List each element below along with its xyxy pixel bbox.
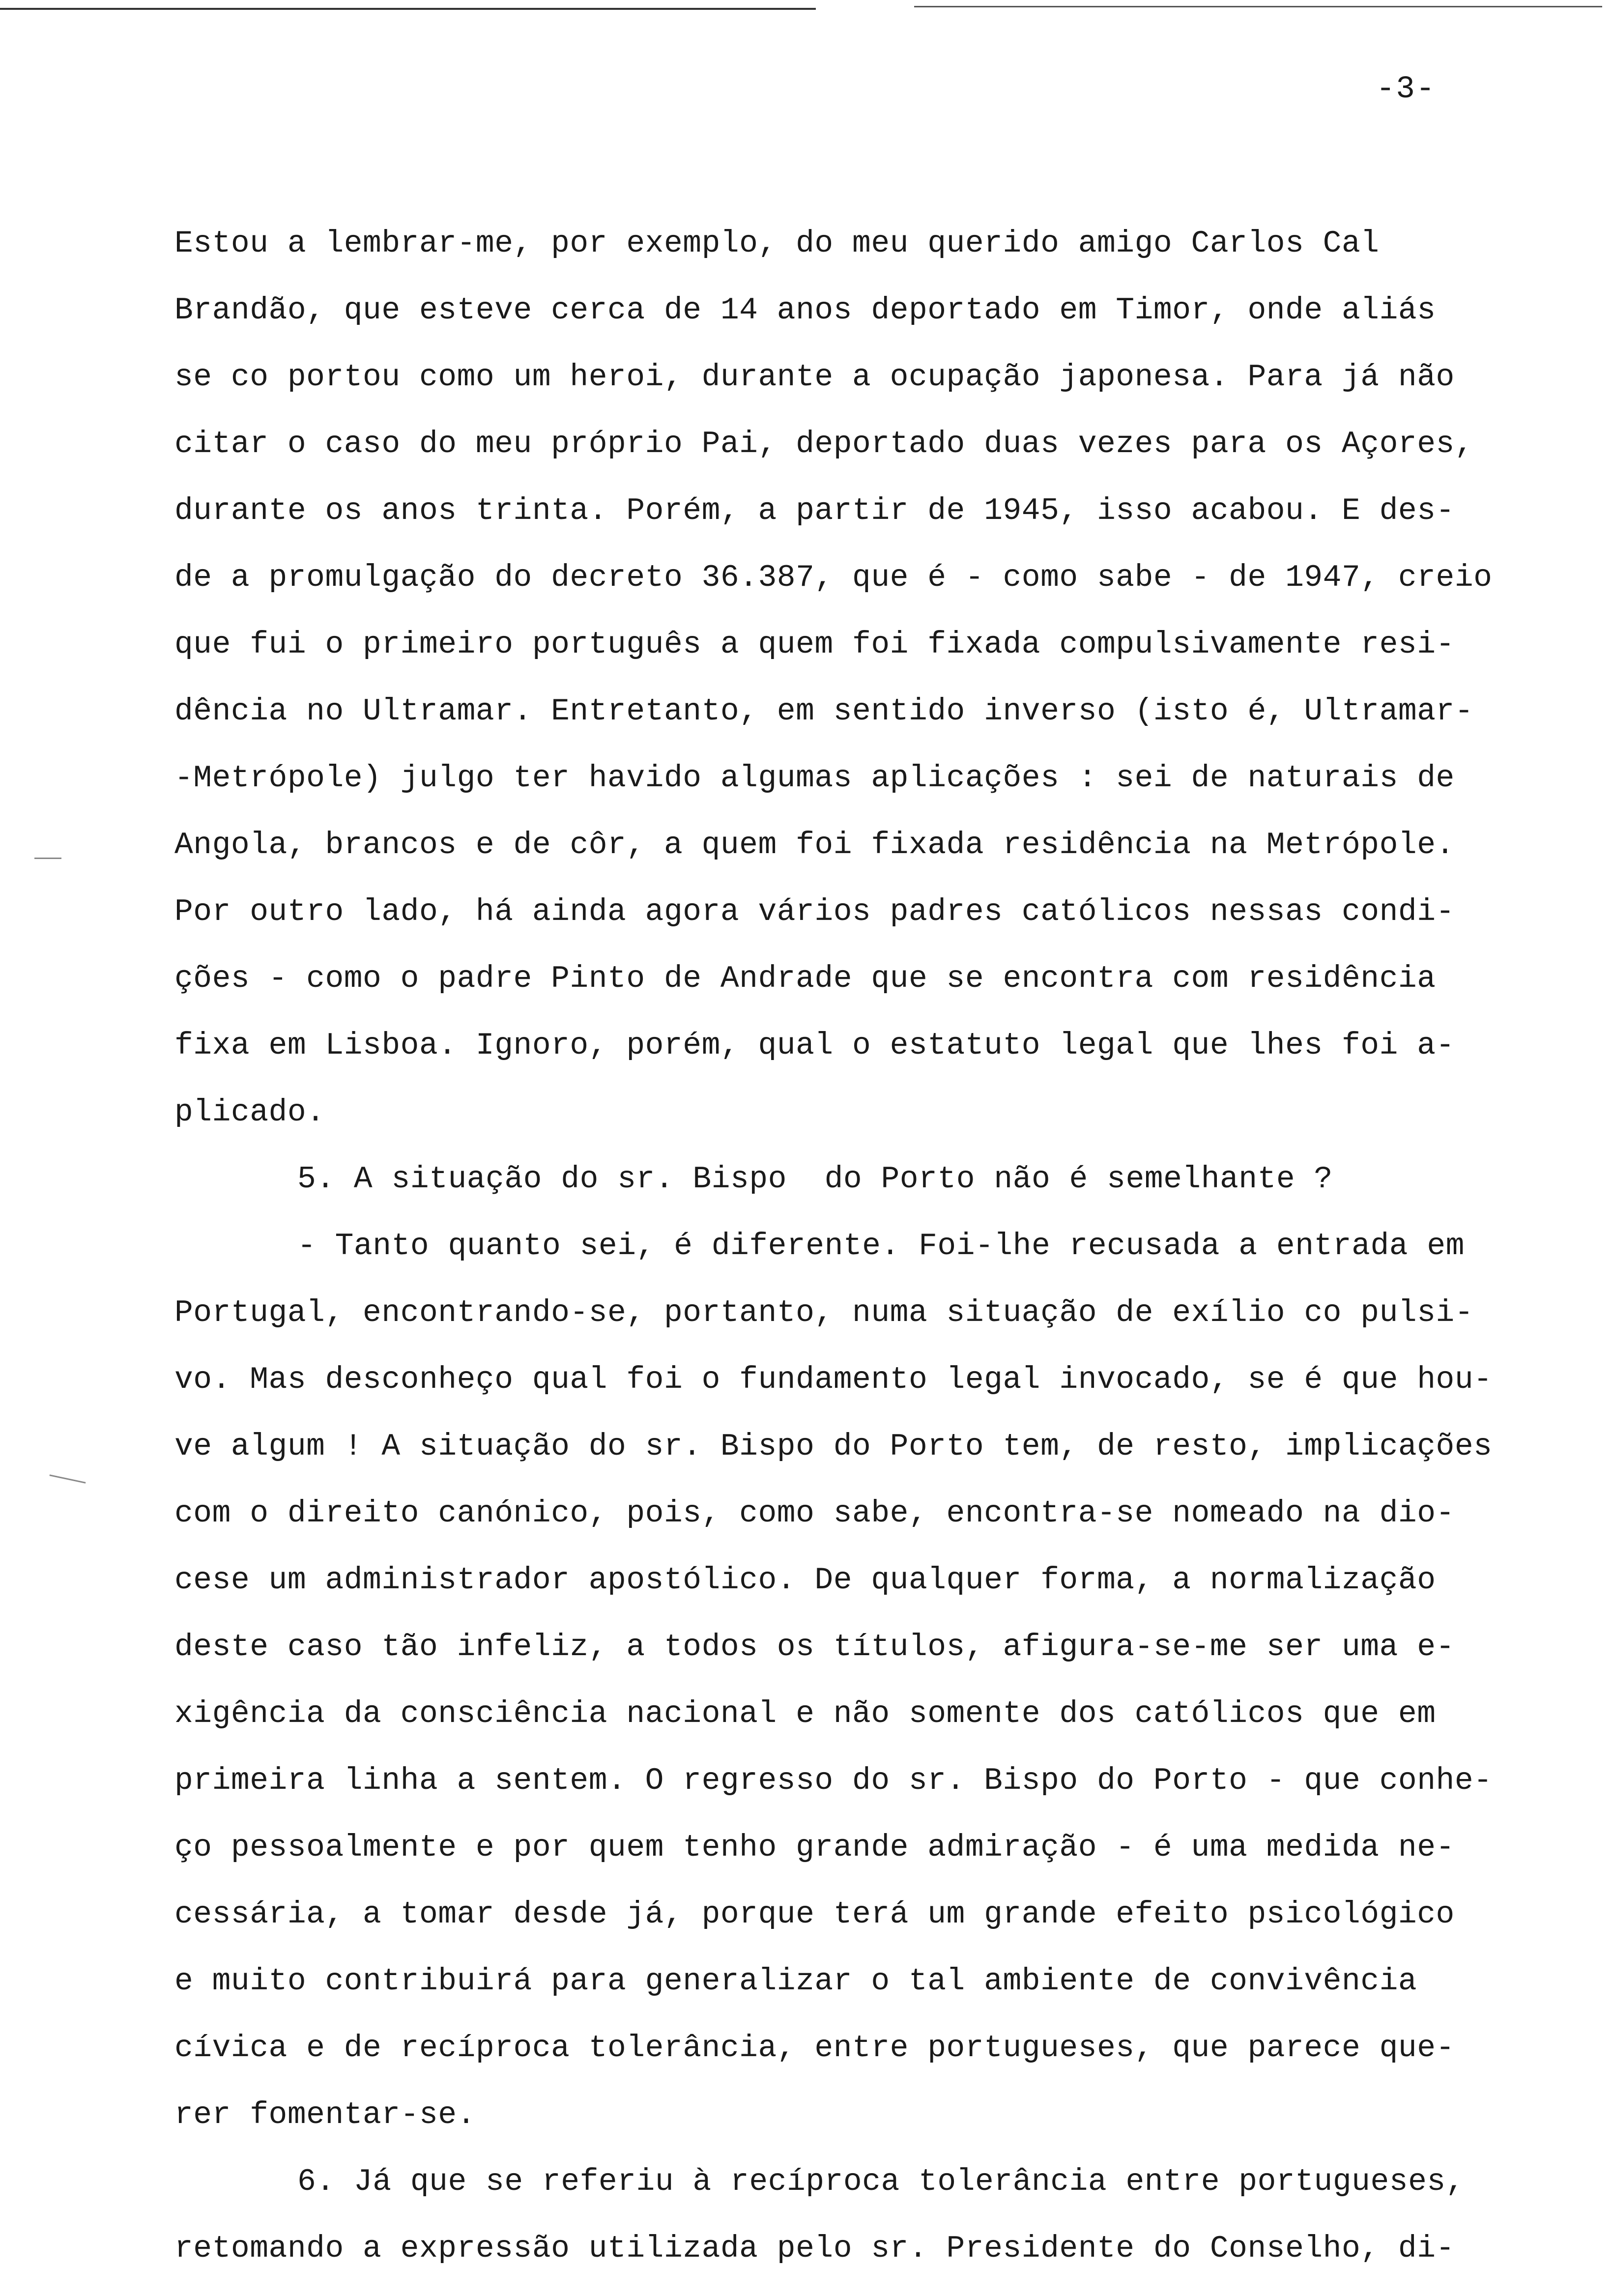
text-line: que fui o primeiro português a quem foi fixada compulsivamente resi- <box>174 627 1455 662</box>
margin-mark <box>34 858 61 859</box>
text-line: primeira linha a sentem. O regresso do sr. Bispo do Porto - que conhe- <box>174 1763 1493 1798</box>
margin-mark <box>50 1474 86 1484</box>
text-line: Brandão, que esteve cerca de 14 anos deportado em Timor, onde aliás <box>174 293 1436 328</box>
text-line: Portugal, encontrando-se, portanto, numa situação de exílio co pulsi- <box>174 1295 1474 1330</box>
text-line: com o direito canónico, pois, como sabe, encontra-se nomeado na dio- <box>174 1496 1455 1531</box>
text-line: 5. A situação do sr. Bispo do Porto não é semelhante ? <box>297 1162 1333 1197</box>
text-line: se co portou como um heroi, durante a ocupação japonesa. Para já não <box>174 360 1455 395</box>
text-line: rer fomentar-se. <box>174 2097 476 2132</box>
text-line: plicado. <box>174 1095 325 1130</box>
text-line: durante os anos trinta. Porém, a partir de 1945, isso acabou. E des- <box>174 493 1455 528</box>
text-line: citar o caso do meu próprio Pai, deportado duas vezes para os Açores, <box>174 427 1474 461</box>
text-line: vo. Mas desconheço qual foi o fundamento legal invocado, se é que hou- <box>174 1362 1493 1397</box>
page-number: -3- <box>1376 72 1436 107</box>
text-line: ço pessoalmente e por quem tenho grande admiração - é uma medida ne- <box>174 1830 1455 1865</box>
text-line: ções - como o padre Pinto de Andrade que se encontra com residência <box>174 961 1436 996</box>
text-line: - Tanto quanto sei, é diferente. Foi-lhe recusada a entrada em <box>297 1229 1465 1263</box>
text-line: Por outro lado, há ainda agora vários padres católicos nessas condi- <box>174 894 1455 929</box>
text-line: xigência da consciência nacional e não somente dos católicos que em <box>174 1696 1436 1731</box>
text-line: cívica e de recíproca tolerância, entre portugueses, que parece que- <box>174 2031 1455 2066</box>
text-line: -Metrópole) julgo ter havido algumas aplicações : sei de naturais de <box>174 761 1455 796</box>
top-rule-right <box>914 6 1602 7</box>
top-rule-left <box>0 8 816 10</box>
text-line: 6. Já que se referiu à recíproca tolerância entre portugueses, <box>297 2164 1465 2199</box>
text-line: retomando a expressão utilizada pelo sr. Presidente do Conselho, di- <box>174 2231 1455 2266</box>
text-line: deste caso tão infeliz, a todos os títulos, afigura-se-me ser uma e- <box>174 1630 1455 1665</box>
text-line: fixa em Lisboa. Ignoro, porém, qual o estatuto legal que lhes foi a- <box>174 1028 1455 1063</box>
text-line: de a promulgação do decreto 36.387, que é - como sabe - de 1947, creio <box>174 560 1493 595</box>
text-line: e muito contribuirá para generalizar o tal ambiente de convivência <box>174 1964 1417 1999</box>
text-line: Angola, brancos e de côr, a quem foi fixada residência na Metrópole. <box>174 828 1455 862</box>
text-line: Estou a lembrar-me, por exemplo, do meu querido amigo Carlos Cal <box>174 226 1380 261</box>
text-line: ve algum ! A situação do sr. Bispo do Porto tem, de resto, implicações <box>174 1429 1493 1464</box>
text-line: cese um administrador apostólico. De qualquer forma, a normalização <box>174 1563 1436 1598</box>
text-line: cessária, a tomar desde já, porque terá um grande efeito psicológico <box>174 1897 1455 1932</box>
text-line: dência no Ultramar. Entretanto, em sentido inverso (isto é, Ultramar- <box>174 694 1474 729</box>
typed-text-body <box>174 210 1590 2282</box>
